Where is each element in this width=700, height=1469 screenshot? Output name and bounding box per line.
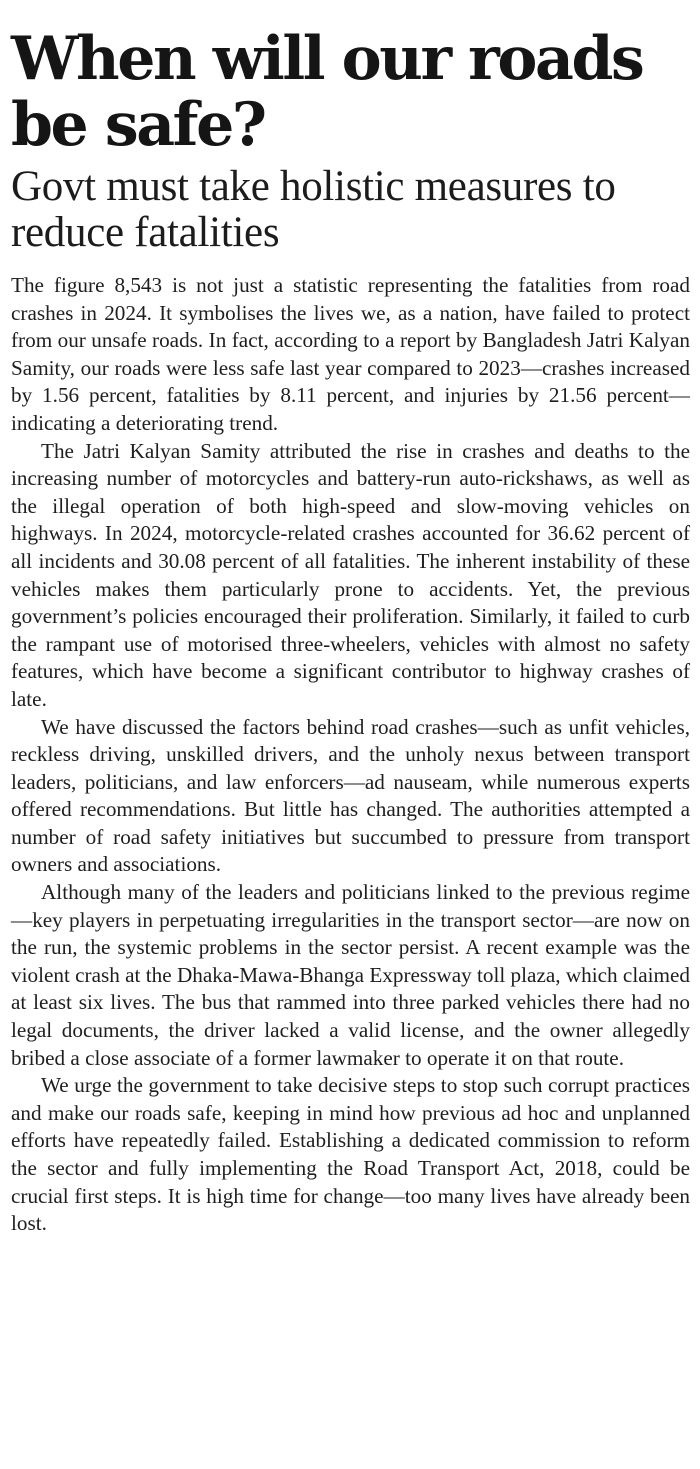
headline: When will our roads be safe?: [11, 24, 643, 160]
paragraph: The figure 8,543 is not just a statistic representing the fatalities from road crashes in 2024. It symbolises the lives we, as a nation, have failed to protect from our unsafe roads. In fact, according to a report by Bangladesh Jatri Kalyan Samity, our roads were less safe last year compared to 2023—crashes increased by 1.56 percent, fatalities by 8.11 percent, and injuries by 21.56 percent—indicating a deteriorating trend.: [11, 273, 690, 435]
subheadline: Govt must take holistic measures to reduce fatalities: [11, 163, 616, 256]
paragraph: We urge the government to take decisive steps to stop such corrupt practices and make our roads safe, keeping in mind how previous ad hoc and unplanned efforts have repeatedly failed. Establishing a dedicated commission to reform the sector and fully implementing the Road Transport Act, 2018, could be crucial first steps. It is high time for change—too many lives have already been lost.: [11, 1073, 690, 1236]
paragraph: Although many of the leaders and politicians linked to the previous regime—key players in perpetuating irregularities in the transport sector—are now on the run, the systemic problems in the sector persist. A recent example was the violent crash at the Dhaka-Mawa-Bhanga Expressway toll plaza, which claimed at least six lives. The bus that rammed into three parked vehicles there had no legal documents, the driver lacked a valid license, and the owner allegedly bribed a close associate of a former lawmaker to operate it on that route.: [11, 880, 690, 1070]
paragraph: We have discussed the factors behind road crashes—such as unfit vehicles, reckless driving, unskilled drivers, and the unholy nexus between transport leaders, politicians, and law enforcers—ad nauseam, while numerous experts offered recommendations. But little has changed. The authorities attempted a number of road safety initiatives but succumbed to pressure from transport owners and associations.: [11, 714, 690, 877]
article-body: [11, 272, 690, 1238]
paragraph: The Jatri Kalyan Samity attributed the rise in crashes and deaths to the increasing number of motorcycles and battery-run auto-rickshaws, as well as the illegal operation of both high-speed and slow-moving vehicles on highways. In 2024, motorcycle-related crashes accounted for 36.62 percent of all incidents and 30.08 percent of all fatalities. The inherent instability of these vehicles makes them particularly prone to accidents. Yet, the previous government’s policies encouraged their proliferation. Similarly, it failed to curb the rampant use of motorised three-wheelers, vehicles with almost no safety features, which have become a significant contributor to highway crashes of late.: [11, 438, 690, 711]
